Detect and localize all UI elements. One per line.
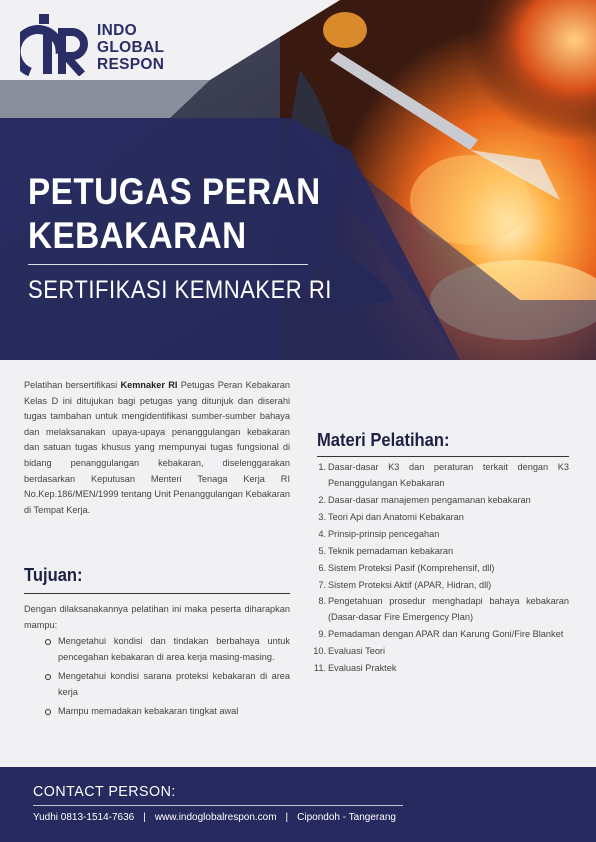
item-text: Evaluasi Praktek [328,663,397,674]
logo-line-1: INDO [97,22,137,39]
item-text: Pengetahuan prosedur menghadapi bahaya kebakaran (Dasar-dasar Fire Emergency Plan) [328,596,569,623]
item-text: Sistem Proteksi Pasif (Komprehensif, dll) [328,562,495,573]
item-number: 4. [318,528,326,539]
list-item [313,661,569,677]
logo-line-2: GLOBAL [97,39,165,56]
materi-list [313,460,569,678]
item-number: 8. [318,596,326,607]
item-text: Dasar-dasar K3 dan peraturan terkait dengan K3 Penanggulangan Kebakaran [328,462,569,488]
contact-divider [33,805,403,806]
item-text: Sistem Proteksi Aktif (APAR, Hidran, dll) [328,579,492,590]
title-divider [28,264,308,265]
item-number: 7. [318,579,326,590]
tujuan-list [40,634,290,724]
item-number: 1. [318,462,326,472]
list-item [313,594,569,625]
list-item [313,460,569,491]
list-item [313,578,569,594]
contact-phone: Yudhi 0813-1514-7636 [33,812,135,823]
list-item [313,561,569,577]
contact-separator: | [285,812,289,823]
logo-wordmark [97,22,164,73]
contact-location: Cipondoh - Tangerang [297,812,396,823]
materi-heading: Materi Pelatihan: [317,430,450,450]
hero-banner [0,0,596,360]
list-item [313,493,569,509]
tujuan-divider [24,593,290,594]
list-item: Mampu memadakan kebakaran tingkat awal [40,704,290,720]
item-number: 10. [313,646,326,657]
item-text: Teori Api dan Anatomi Kebakaran [328,511,464,522]
item-text: Dasar-dasar manajemen pengamanan kebakaran [328,494,531,505]
contact-details [33,812,396,823]
item-number: 11. [313,663,326,674]
tujuan-heading: Tujuan: [24,565,83,585]
igr-logo-icon [20,14,92,76]
item-number: 9. [318,629,326,640]
tujuan-intro: Dengan dilaksanakannya pelatihan ini maka peserta diharapkan mampu: [24,604,290,630]
item-number: 5. [318,545,326,556]
list-item: Mengetahui kondisi dan tindakan berbahaya untuk pencegahan kebakaran di area kerja masing-masing. [40,634,290,665]
intro-rest: Petugas Peran Kebakaran Kelas D ini ditujukan bagi petugas yang ditunjuk dan diserahi tugas tambahan untuk mengidentifikasi sumber-sumber bahaya dan melaksanakan upaya-upaya penanggulangan kebakaran dan satuan tugas khusus yang mempunyai tugas fungsional di bidang penanggulangan kebakaran, diselenggarakan berdasarkan Keputusan Menteri Tenaga Kerja RI No.Kep.186/MEN/1999 tentang Unit Penanggulangan Kebakaran di Tempat Kerja. [24,380,291,515]
materi-divider [317,456,569,457]
item-number: 6. [318,562,326,573]
item-text: Evaluasi Teori [328,646,386,657]
item-text: Teknik pemadaman kebakaran [328,545,454,556]
list-item [313,644,569,660]
item-number: 2. [318,494,326,505]
list-item: Mengetahui kondisi sarana proteksi kebakaran di area kerja [40,669,290,700]
intro-lead: Pelatihan bersertifikasi [24,380,121,390]
title-line-1: PETUGAS PERAN [28,171,321,212]
page-title [28,170,325,258]
company-logo [20,14,180,78]
item-number: 3. [318,511,326,522]
title-line-2: KEBAKARAN [28,215,247,256]
contact-separator: | [143,812,146,823]
page-subtitle: SERTIFIKASI KEMNAKER RI [28,276,332,304]
contact-website-link[interactable]: www.indoglobalrespon.com [154,812,277,823]
item-text: Pemadaman dengan APAR dan Karung Goni/Fire Blanket [328,629,564,640]
contact-heading: CONTACT PERSON: [33,783,176,800]
item-text: Prinsip-prinsip pencegahan [328,528,440,539]
list-item [313,510,569,526]
intro-bold: Kemnaker RI [120,380,178,390]
list-item [313,527,569,543]
logo-line-3: RESPON [97,56,165,73]
list-item [313,544,569,560]
list-item [313,627,569,643]
intro-paragraph [24,378,290,518]
